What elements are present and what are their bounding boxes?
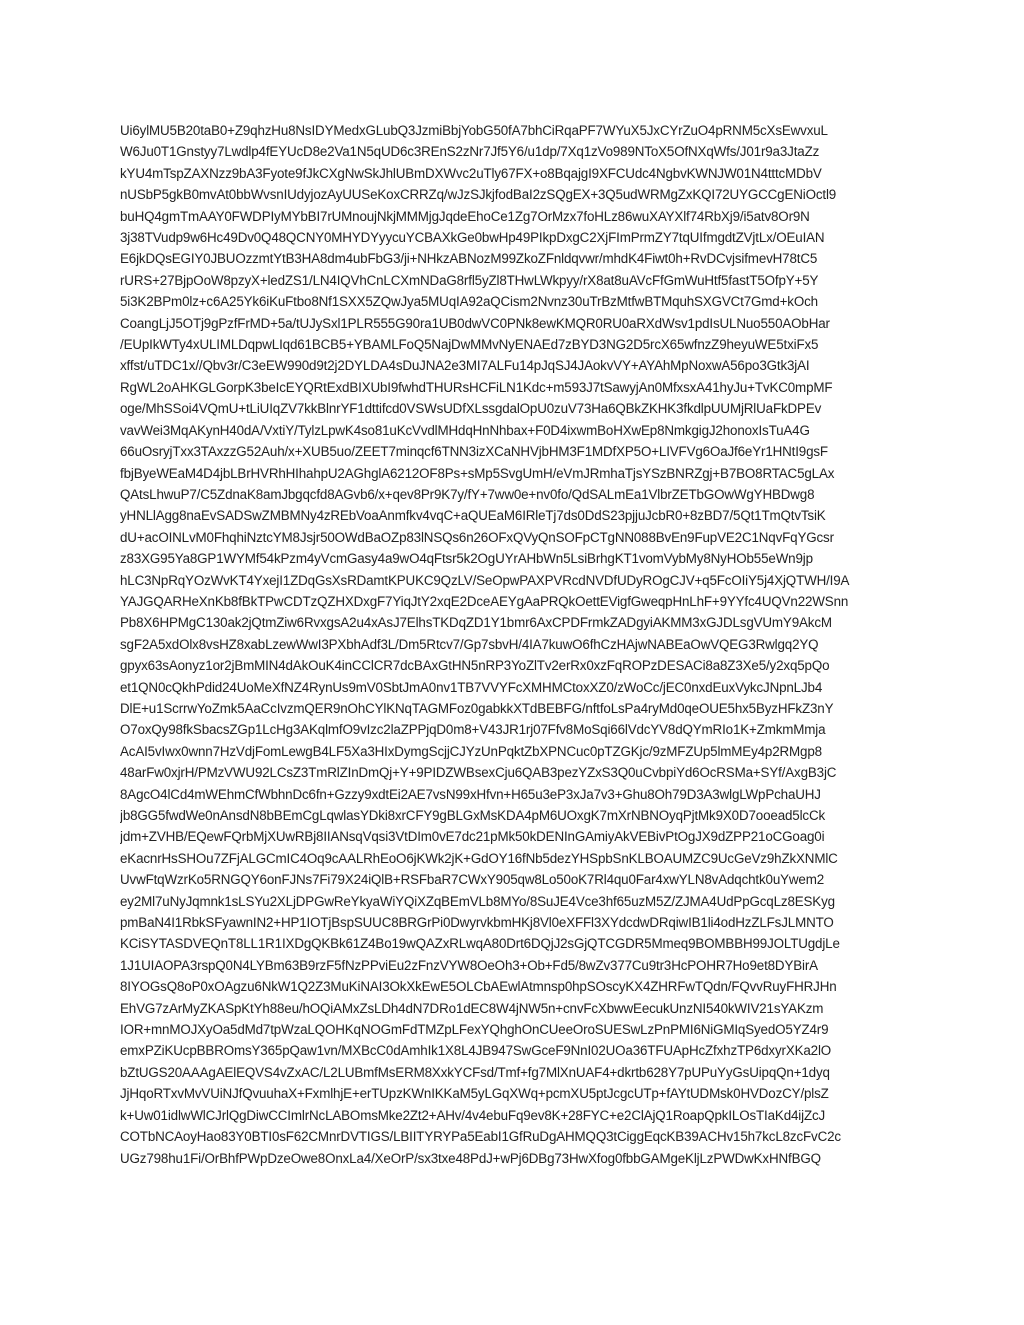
text-line: kYU4mTspZAXNzz9bA3Fyote9fJkCXgNwSkJhlUBmDXWvc2uTly67FX+o8BqajgI9XFCUdc4NgbvKWNJW01N4tttcMDbV [120, 165, 822, 181]
text-line: sgF2A5xdOlx8vsHZ8xabLzewWwI3PXbhAdf3L/Dm5Rtcv7/Gp7sbvH/4IA7kuwO6fhCzHAjwNABEaOwVQEG3Rwlgq2YQ [120, 636, 819, 652]
text-line: 8IYOGsQ8oP0xOAgzu6NkW1Q2Z3MuKiNAI3OkXkEwE5OLCbAEwlAtmnsp0hpSOscyKX4ZHRFwTQdn/FQvvRuyFHRJHn [120, 979, 837, 995]
text-line: nUSbP5gkB0mvAt0bbWvsnIUdyjozAyUUSeKoxCRRZq/wJzSJkjfodBaI2zSQgEX+3Q5udWRMgZxKQI72UYGCCgENiOctl9 [120, 187, 837, 203]
text-line: jb8GG5fwdWe0nAnsdN8bBEmCgLqwlasYDki8xrCFY9gBLGxMsKDA4pM6UOxgK7mXrNBNOyqPjtMk9X0D7ooead5lcCk [120, 808, 826, 823]
text-line: fbjByeWEaM4D4jbLBrHVRhHIhahpU2AGhglA6212OF8Ps+sMp5SvgUmH/eVmJRmhaTjsYSzBNRZgj+B7BO8RTAC5gLAx [120, 465, 835, 481]
text-line: xffst/uTDC1x//Qbv3r/C3eEW990d9t2j2DYLDA4sDuJNA2e3MI7ALFu14pJqSJ4JAokvVY+AYAhMpNoxwA56po3Gtk3jAI [120, 358, 810, 374]
text-line: UvwFtqWzrKo5RNGQY6onFJNs7Fi79X24iQlB+RSFbaR7CWxY905qw8Lo50oK7Rl4qu0Far4xwYLN8vAdqchtk0uYwem2 [120, 872, 825, 888]
text-line: Ui6ylMU5B20taB0+Z9qhzHu8NsIDYMedxGLubQ3JzmiBbjYobG50fA7bhCiRqaPF7WYuX5JxCYrZuO4pRNM5cXsEwvxuL [120, 123, 828, 138]
text-line: 3j38TVudp9w6Hc49Dv0Q48QCNY0MHYDYyycuYCBAXkGe0bwHp49PIkpDxgC2XjFImPrmZY7tqUIfmgdtZVjtLx/OEuIAN [120, 230, 825, 246]
text-line: AcAI5vIwx0wnn7HzVdjFomLewgB4LF5Xa3HIxDymgScjjCJYzUnPqktZbXPNCuc0pTZGKjc/9zMFZUp5lmMEy4p2RMgp8 [120, 743, 822, 759]
text-line: JjHqoRTxvMvVUiNJfQvuuhaX+FxmlhjE+erTUpzKWnIKKaM5yLGqXWq+pcmXU5ptJcgcUTp+fAYtUDMsk0HVDozCY/plsZ [120, 1086, 829, 1102]
text-line: hLC3NpRqYOzWvKT4YxejI1ZDqGsXsRDamtKPUKC9QzLV/SeOpwPAXPVRcdNVDfUDyROgCJV+q5FcOIiY5j4XjQTWH/I9A [120, 572, 850, 588]
text-line: z83XG95Ya8GP1WYMf54kPzm4yVcmGasy4a9wO4qFtsr5k2OgUYrAHbWn5LsiBrhgKT1vomVybMy8NyHOb55eWn9jp [120, 551, 813, 567]
text-line: IOR+mnMOJXyOa5dMd7tpWzaLQOHKqNOGmFdTMZpLFexYQhghOnCUeeOroSUESwLzPnPMI6NiGMIqSyedO5YZ4r9 [120, 1022, 829, 1038]
text-line: emxPZiKUcpBBROmsY365pQaw1vn/MXBcC0dAmhIk1X8L4JB947SwGceF9NnI02UOa36TFUApHcZfxhzTP6dxyrXKa2lO [120, 1043, 832, 1059]
text-line: oge/MhSSoi4VQmU+tLiUIqZV7kkBlnrYF1dttifcd0VSWsUDfXLssgdalOpU0zuV73Ha6QBkZKHK3fkdlpUUMjRlUaFkDPEv [120, 401, 822, 417]
text-line: 66uOsryjTxx3TAxzzG52Auh/x+XUB5uo/ZEET7minqcf6TNN3izXCaNHVjbHM3F1MDfXP5O+LIVFVg6OaJf6eYr1HNtI9gsF [120, 444, 828, 460]
text-line: 48arFw0xjrH/PMzVWU92LCsZ3TmRlZInDmQj+Y+9PIDZWBsexCju6QAB3pezYZxS3Q0uCvbpiYd6OcRSMa+SYf/AxgB3jC [120, 765, 837, 781]
text-line: COTbNCAoyHao83Y0BTI0sF62CMnrDVTIGS/LBIITYRYPa5EabI1GfRuDgAHMQQ3tCiggEqcKB39ACHv15h7kcL8zcFvC2c [120, 1129, 841, 1145]
text-line: Pb8X6HPMgC130ak2jQtmZiw6RvxgsA2u4xAsJ7ElhsTKDqZD1Y1bmr6AxCPDFrmkZADgyiAKMM3xGJDLsgVUmY9AkcM [120, 615, 832, 631]
text-line: W6Ju0T1Gnstyy7Lwdlp4fEYUcD8e2Va1N5qUD6c3REnS2zNr7Jf5Y6/u1dp/7Xq1zVo989NToX5OfNXqWfs/J01r9a3JtaZz [120, 144, 820, 160]
text-line: k+Uw01idlwWlCJrlQgDiwCCImlrNcLABOmsMke2Zt2+AHv/4v4ebuFq9ev8K+28FYC+e2ClAjQ1RoapQpkILOsTIaKd4ijZcJ [120, 1107, 826, 1123]
text-line: /EUpIkWTy4xULIMLDqpwLIqd61BCB5+YBAMLFoQ5NajDwMMvNyENAEd7zBYD3NG2D5rcX65wfnzZ9heyuWE5txiFx5 [120, 337, 819, 353]
text-line: dU+acOINLvM0FhqhiNztcYM8Jsjr50OWdBaOZp83lNSQs6n26OFxQVyQnSOFpCTgNN088BvEn9FupVE2C1NqvFqYGcsr [120, 529, 834, 545]
text-line: jdm+ZVHB/EQewFQrbMjXUwRBj8IIANsqVqsi3VtDIm0vE7dc21pMk50kDENInGAmiyAkVEBivPtOgJX9dZPP21oCGoag0i [120, 829, 825, 845]
encoded-text-block [120, 120, 910, 1169]
text-line: ey2Ml7uNyJqmnk1sLSYu2XLjDPGwReYkyaWiYQiXZqBEmVLb8MYo/8SuJE4Vce3hf65uzM5Z/ZJMA4UdPpGcqLz8ESKyg [120, 893, 835, 909]
text-line: CoangLjJ5OTj9gPzfFrMD+5a/tUJySxl1PLR555G90ra1UB0dwVC0PNk8ewKMQR0RU0aRXdWsv1pdIsULNuo550AObHar [120, 315, 830, 331]
text-line: gpyx63sAonyz1or2jBmMIN4dAkOuK4inCClCR7dcBAxGtHN5nRP3YoZlTv2erRx0xzFqROPzDESACi8a8Z3Xe5/y2xq5pQo [120, 658, 830, 674]
text-line: UGz798hu1Fi/OrBhfPWpDzeOwe8OnxLa4/XeOrP/sx3txe48PdJ+wPj6DBg73HwXfog0fbbGAMgeKljLzPWDwKxHNfBGQ [120, 1150, 821, 1166]
text-line: buHQ4gmTmAAY0FWDPIyMYbBI7rUMnoujNkjMMMjgJqdeEhoCe1Zg7OrMzx7foHLz86wuXAYXlf74RbXj9/i5atv8Or9N [120, 208, 810, 224]
text-line: eKacnrHsSHOu7ZFjALGCmIC4Oq9cAALRhEoO6jKWk2jK+GdOY16fNb5dezYHSpbSnKLBOAUMZC9UcGeVz9hZkXNMlC [120, 850, 838, 866]
text-line: KCiSYTASDVEQnT8LL1R1IXDgQKBk61Z4Bo19wQAZxRLwqA80Drt6DQjJ2sGjQTCGDR5Mmeq9BOMBBH99JOLTUgdjLe [120, 936, 840, 952]
text-line: E6jkDQsEGIY0JBUOzzmtYtB3HA8dm4ubFbG3/ji+NHkzABNozM99ZkoZFnldqvwr/mhdK4Fiwt0h+RvDCvjsifmevH78tC5 [120, 251, 818, 267]
text-line: yHNLlAgg8naEvSADSwZMBMNy4zREbVoaAnmfkv4vqC+aQUEaM6IRleTj7ds0DdS23pjjuJcbR0+8zBD7/5Qt1TmQtvTsiK [120, 508, 826, 524]
text-line: 8AgcO4lCd4mWEhmCfWbhnDc6fn+Gzzy9xdtEi2AE7vsN99xHfvn+H65u3eP3xJa7v3+Ghu8Oh79D3A3wlgLWpPchaUHJ [120, 786, 821, 802]
text-line: RgWL2oAHKGLGorpK3beIcEYQRtExdBIXUbI9fwhdTHURsHCFiLN1Kdc+m593J7tSawyjAn0MfxsxA41hyJu+TvKC0mpMF [120, 379, 833, 395]
text-line: 1J1UIAOPA3rspQ0N4LYBm63B9rzF5fNzPPviEu2zFnzVYW8OeOh3+Ob+Fd5/8wZv377Cu9tr3HcPOHR7Ho9et8DYBirA [120, 957, 818, 973]
text-line: et1QN0cQkhPdid24UoMeXfNZ4RynUs9mV0SbtJmA0nv1TB7VVYFcXMHMCtoxXZ0/zWoCc/jEC0nxdEuxVykcJNpnLJb4 [120, 679, 823, 695]
text-line: YAJGQARHeXnKb8fBkTPwCDTzQZHXDxgF7YiqJtY2xqE2DceAEYgAaPRQkOettEVigfGweqpHnLhF+9YYfc4UQVn22WSnn [120, 593, 849, 609]
text-line: pmBaN4I1RbkSFyawnIN2+HP1IOTjBspSUUC8BRGrPi0DwyrvkbmHKj8Vl0eXFFl3XYdcdwDRqiwIB1li4odHzZLFsJLMNTO [120, 915, 834, 931]
text-line: 5i3K2BPm0lz+c6A25Yk6iKuFtbo8Nf1SXX5ZQwJya5MUqIA92aQCism2Nvnz30uTrBzMtfwBTMquhSXGVCt7Gmd+kOch [120, 294, 818, 310]
text-line: O7oxQy98fkSbacsZGp1LcHg3AKqlmfO9vIzc2laZPPjqD0m8+V43JR1rj07Ffv8MoSqi66lVdcYV8dQYmRIo1K+ZmkmMmja [120, 722, 826, 738]
text-line: EhVG7zArMyZKASpKtYh88eu/hOQiAMxZsLDh4dN7DRo1dEC8W4jNW5n+cnvFcXbwwEecukUnzNI540kWIV21sYAKzm [120, 1000, 824, 1016]
text-line: rURS+27BjpOoW8pzyX+ledZS1/LN4IQVhCnLCXmNDaG8rfl5yZl8THwLWkpyy/rX8at8uAVcFfGmWuHtf5fastT5OfpY+5Y [120, 272, 819, 288]
text-line: DlE+u1ScrrwYoZmk5AaCcIvzmQER9nOhCYlKNqTAGMFoz0gabkkXTdBEBFG/nftfoLsPa4ryMd0qeOUE5hx5ByzHFkZ3nY [120, 700, 834, 716]
text-line: vavWei3MqAKynH40dA/VxtiY/TylzLpwK4so81uKcVvdlMHdqHnNhbax+F0D4ixwmBoHXwEp8NmkgigJ2honoxIsTuA4G [120, 422, 810, 438]
text-line: QAtsLhwuP7/C5ZdnaK8amJbgqcfd8AGvb6/x+qev8Pr9K7y/fY+7ww0e+nv0fo/QdSALmEa1VlbrZETbGOwWgYHBDwg8 [120, 486, 815, 502]
text-line: bZtUGS20AAAgAElEQVS4vZxAC/L2LUBmfMsERM8XxkYCFsd/Tmf+fg7MlXnUAF4+dkrtb628Y7pUPuYyGsUipqQn+1dyq [120, 1064, 830, 1080]
